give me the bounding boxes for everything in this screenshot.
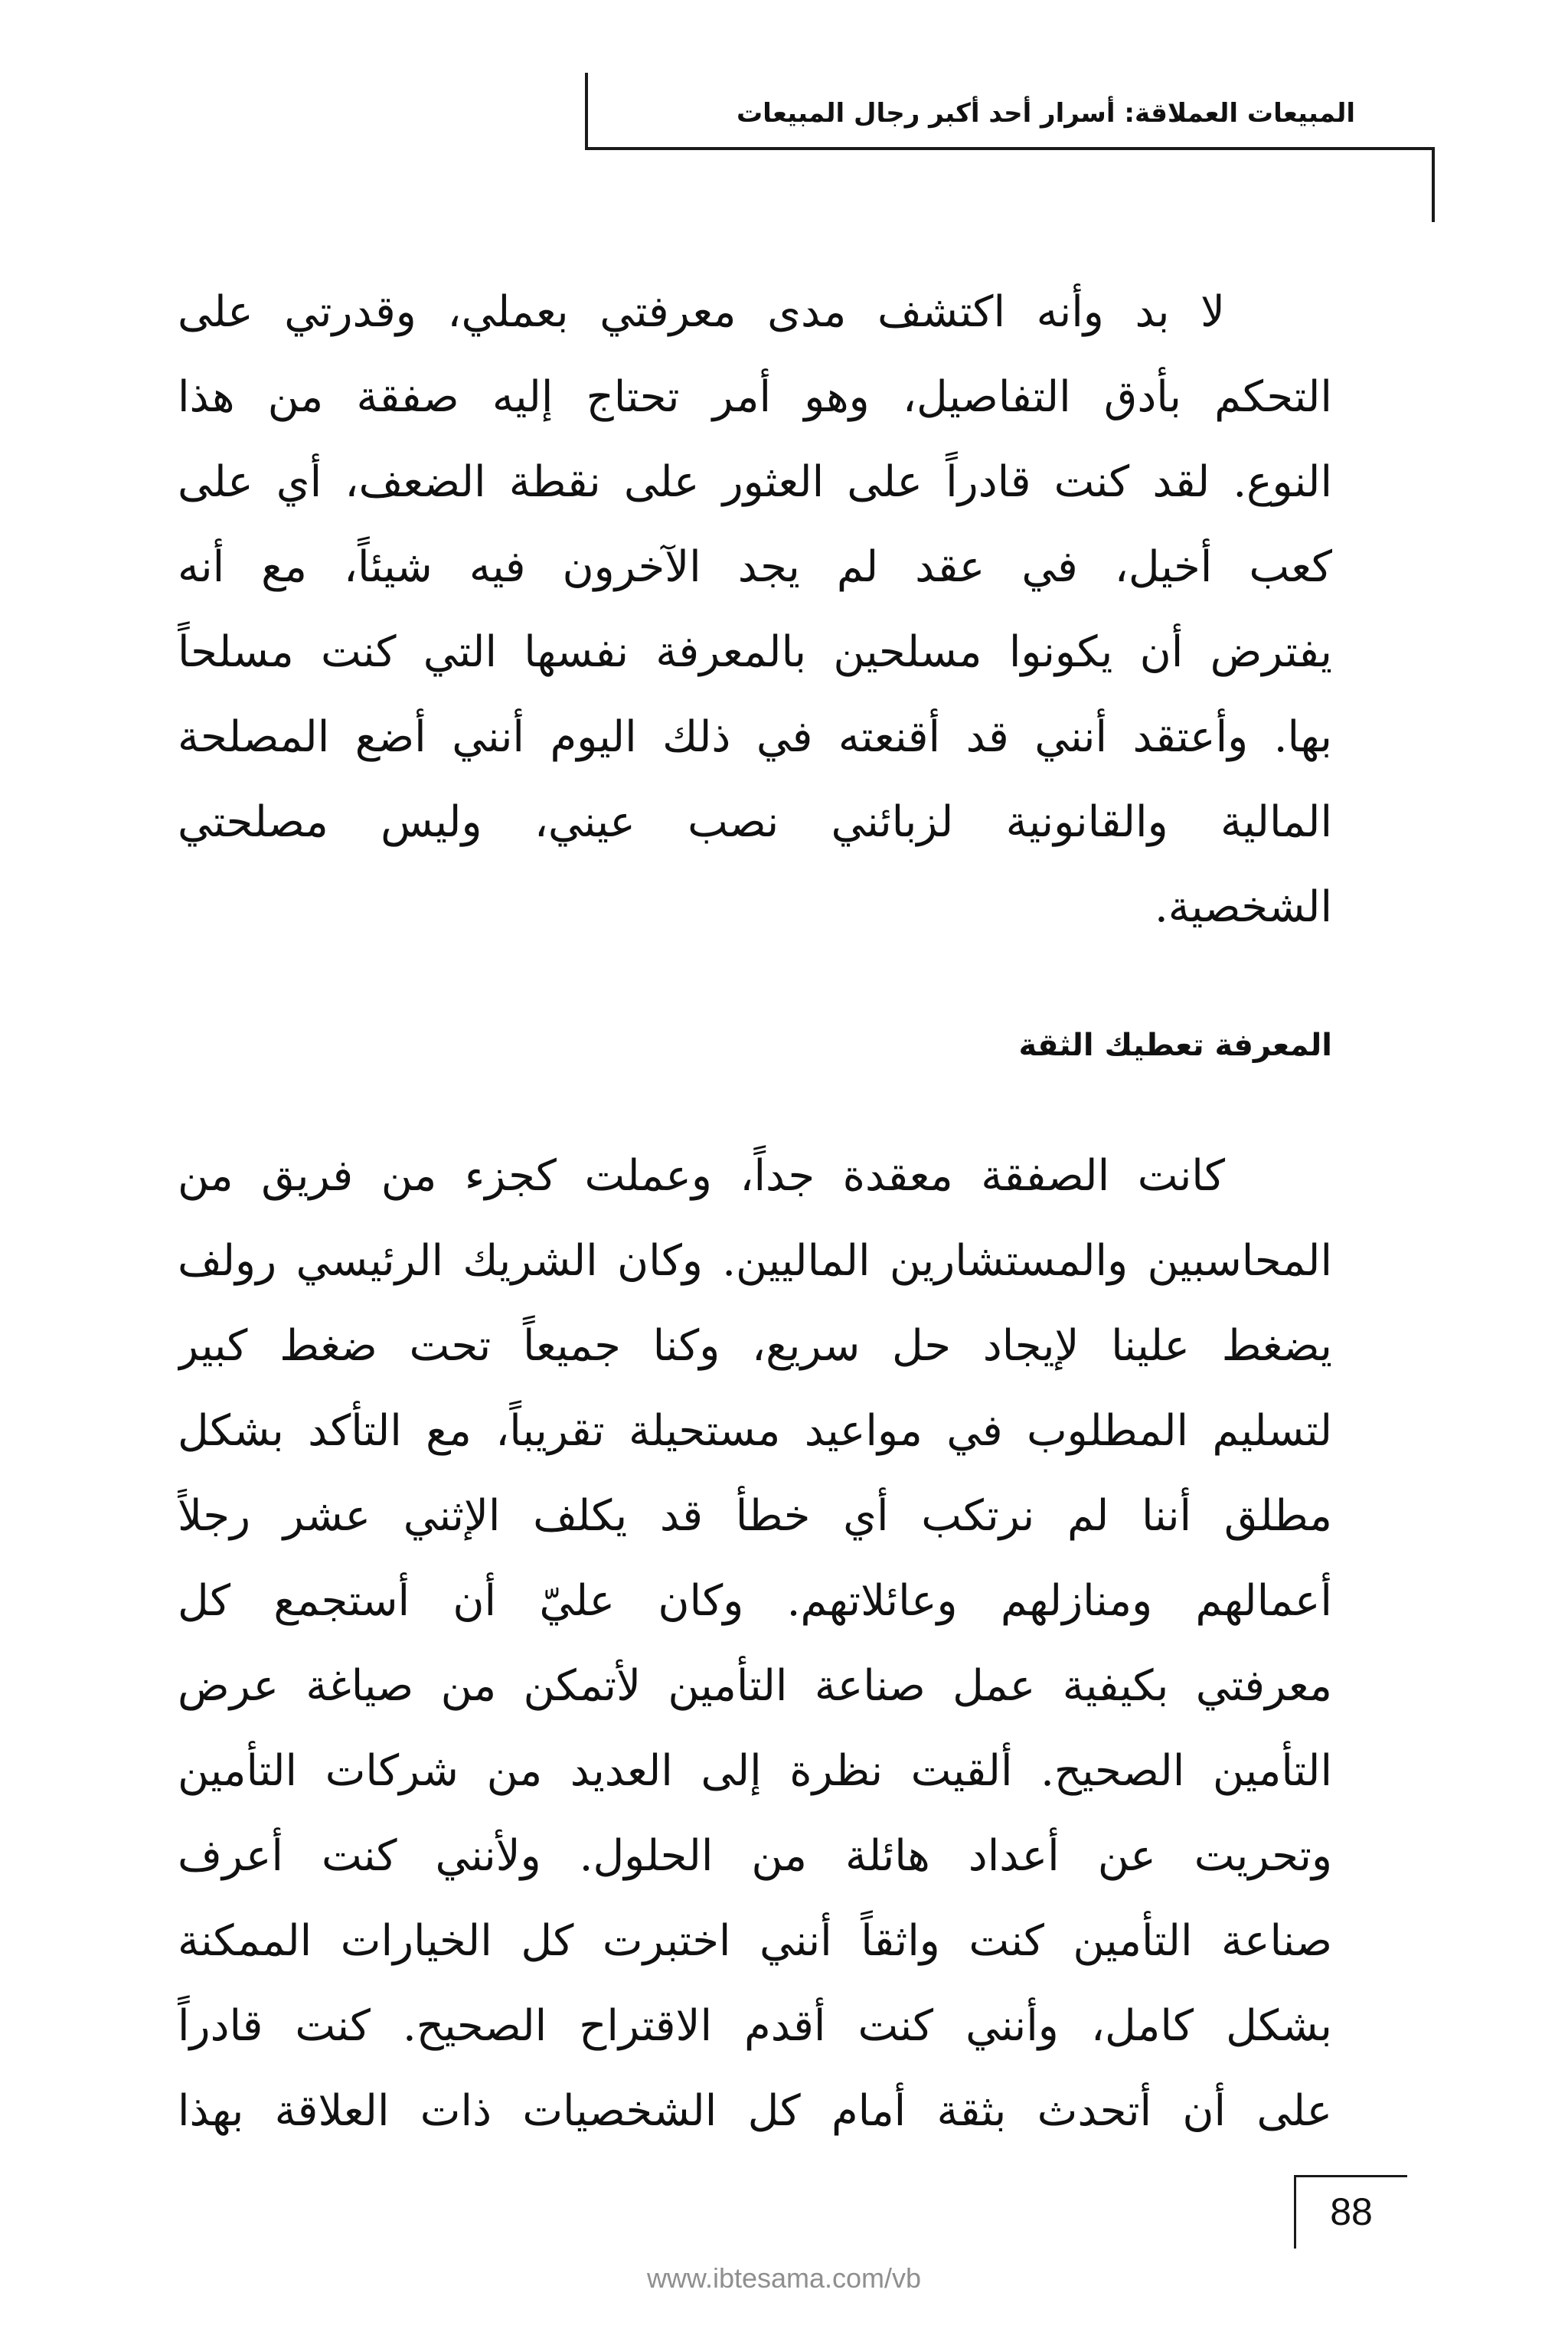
paragraph-line: على أن أتحدث بثقة أمام كل الشخصيات ذات العلاقة بهذا [178,2086,1332,2136]
page-number: 88 [1330,2190,1373,2233]
paragraph-line: التحكم بأدق التفاصيل، وهو أمر تحتاج إليه صفقة من هذا [178,372,1332,422]
paragraph-line: المحاسبين والمستشارين الماليين. وكان الشريك الرئيسي رولف [178,1236,1332,1286]
paragraph-line: المالية والقانونية لزبائني نصب عيني، وليس مصلحتي [178,797,1332,847]
paragraph-line: كانت الصفقة معقدة جداً، وعملت كجزء من فريق من [178,1151,1225,1201]
paragraph-2 [178,1133,1332,2154]
paragraph-line: النوع. لقد كنت قادراً على العثور على نقطة الضعف، أي على [178,457,1332,507]
paragraph-line: بها. وأعتقد أنني قد أقنعته في ذلك اليوم أنني أضع المصلحة [178,712,1332,762]
paragraph-line: يفترض أن يكونوا مسلحين بالمعرفة نفسها التي كنت مسلحاً [178,627,1332,677]
paragraph-line: معرفتي بكيفية عمل صناعة التأمين لأتمكن من صياغة عرض [178,1661,1332,1711]
running-header-title: المبيعات العملاقة: أسرار أحد أكبر رجال المبيعات [737,98,1355,129]
paragraph-line: التأمين الصحيح. ألقيت نظرة إلى العديد من شركات التأمين [178,1746,1332,1796]
paragraph-line: وتحريت عن أعداد هائلة من الحلول. ولأنني كنت أعرف [178,1831,1332,1881]
paragraph-line: يضغط علينا لإيجاد حل سريع، وكنا جميعاً تحت ضغط كبير [178,1321,1332,1371]
paragraph-line: لتسليم المطلوب في مواعيد مستحيلة تقريباً، مع التأكد بشكل [178,1406,1332,1456]
header-right-rule [1432,147,1435,222]
paragraph-line: كعب أخيل، في عقد لم يجد الآخرون فيه شيئاً، مع أنه [178,542,1332,592]
paragraph-line: لا بد وأنه اكتشف مدى معرفتي بعملي، وقدرتي على [178,287,1225,337]
page-number-top-rule [1294,2175,1407,2177]
paragraph-line: بشكل كامل، وأنني كنت أقدم الاقتراح الصحيح. كنت قادراً [178,2001,1332,2051]
paragraph-line: صناعة التأمين كنت واثقاً أنني اختبرت كل الخيارات الممكنة [178,1916,1332,1966]
paragraph-line: مطلق أننا لم نرتكب أي خطأ قد يكلف الإثني عشر رجلاً [178,1491,1332,1541]
paragraph-line: الشخصية. [1154,882,1332,932]
header-bottom-rule [585,147,1435,150]
paragraph-line: أعمالهم ومنازلهم وعائلاتهم. وكان عليّ أن أستجمع كل [178,1576,1332,1626]
section-heading: المعرفة تعطيك الثقة [1018,1028,1332,1063]
paragraph-1 [178,270,1332,950]
watermark: www.ibtesama.com/vb [646,2262,922,2294]
